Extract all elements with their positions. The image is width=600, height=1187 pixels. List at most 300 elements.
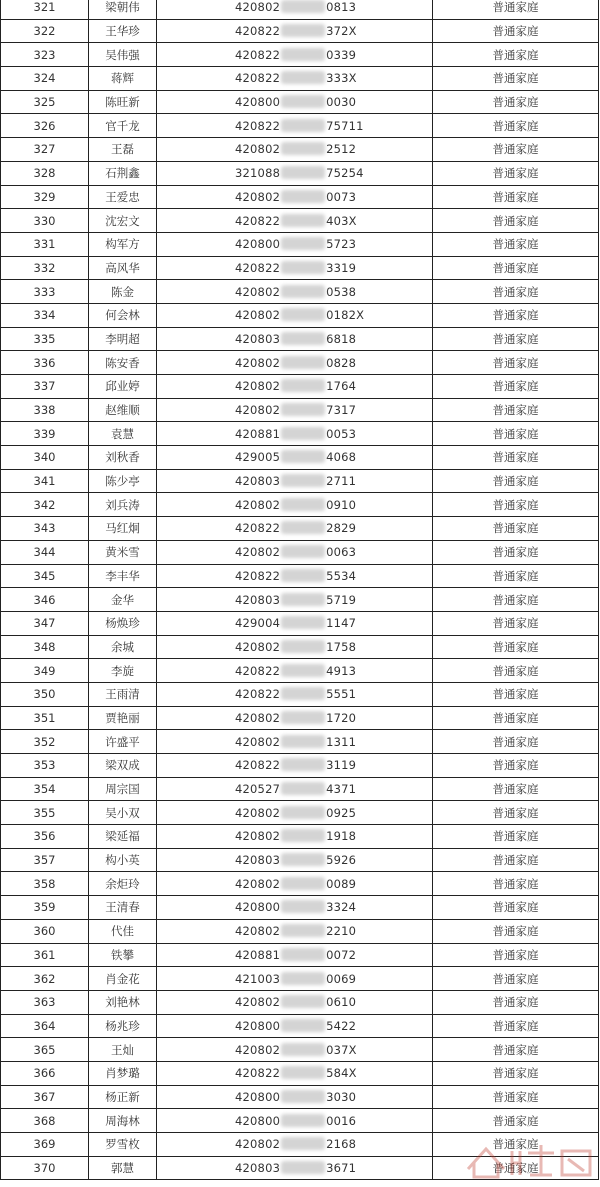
- id-number-cell: [157, 659, 433, 683]
- household-type-cell: 普通家庭: [433, 0, 599, 19]
- name-cell: 陈旺新: [89, 90, 157, 114]
- id-suffix: 0069: [326, 971, 357, 986]
- redaction-blur: [281, 379, 325, 392]
- row-number-cell: 363: [1, 990, 89, 1014]
- id-suffix: 584X: [326, 1066, 357, 1081]
- redaction-blur: [281, 214, 325, 227]
- row-number-cell: 370: [1, 1156, 89, 1180]
- household-type-cell: 普通家庭: [433, 777, 599, 801]
- household-type-cell: 普通家庭: [433, 540, 599, 564]
- name-cell: 刘兵涛: [89, 493, 157, 517]
- household-type-cell: 普通家庭: [433, 67, 599, 91]
- id-prefix: 420822: [235, 663, 281, 678]
- redaction-blur: [281, 877, 325, 890]
- id-number-cell: [157, 232, 433, 256]
- id-suffix: 037X: [326, 1042, 357, 1057]
- redaction-blur: [281, 924, 325, 937]
- id-suffix: 2168: [326, 1137, 357, 1152]
- household-type-cell: 普通家庭: [433, 327, 599, 351]
- household-type-cell: 普通家庭: [433, 232, 599, 256]
- table-row: [1, 493, 599, 517]
- id-suffix: 5422: [326, 1018, 357, 1033]
- row-number-cell: 344: [1, 540, 89, 564]
- id-number-cell: [157, 209, 433, 233]
- name-cell: 代佳: [89, 919, 157, 943]
- redaction-blur: [281, 545, 325, 558]
- household-type-cell: 普通家庭: [433, 1156, 599, 1180]
- id-suffix: 3319: [326, 260, 357, 275]
- id-number-cell: [157, 564, 433, 588]
- household-type-cell: 普通家庭: [433, 280, 599, 304]
- household-type-cell: 普通家庭: [433, 398, 599, 422]
- table-row: [1, 1085, 599, 1109]
- name-cell: 陈金: [89, 280, 157, 304]
- name-cell: 吴伟强: [89, 43, 157, 67]
- table-row: [1, 659, 599, 683]
- table-row: [1, 1109, 599, 1133]
- household-type-cell: 普通家庭: [433, 588, 599, 612]
- row-number-cell: 367: [1, 1085, 89, 1109]
- redaction-blur: [281, 95, 325, 108]
- id-prefix: 420802: [235, 639, 281, 654]
- id-suffix: 3030: [326, 1089, 357, 1104]
- row-number-cell: 359: [1, 896, 89, 920]
- id-prefix: 420822: [235, 118, 281, 133]
- id-number-cell: [157, 1014, 433, 1038]
- id-prefix: 429005: [235, 450, 281, 465]
- table-row: [1, 398, 599, 422]
- table-row: [1, 1061, 599, 1085]
- row-number-cell: 332: [1, 256, 89, 280]
- row-number-cell: 322: [1, 19, 89, 43]
- row-number-cell: 355: [1, 801, 89, 825]
- redaction-blur: [281, 948, 325, 961]
- name-cell: 王灿: [89, 1038, 157, 1062]
- name-cell: 贾艳丽: [89, 706, 157, 730]
- row-number-cell: 327: [1, 138, 89, 162]
- table-row: [1, 469, 599, 493]
- id-number-cell: [157, 446, 433, 470]
- id-prefix: 420802: [235, 805, 281, 820]
- id-suffix: 0182X: [326, 308, 365, 323]
- id-number-cell: [157, 896, 433, 920]
- name-cell: 李丰华: [89, 564, 157, 588]
- redaction-blur: [281, 474, 325, 487]
- name-cell: 肖梦璐: [89, 1061, 157, 1085]
- table-row: [1, 801, 599, 825]
- name-cell: 陈少亭: [89, 469, 157, 493]
- redaction-blur: [281, 24, 325, 37]
- row-number-cell: 335: [1, 327, 89, 351]
- table-row: [1, 990, 599, 1014]
- id-suffix: 75711: [326, 118, 364, 133]
- household-type-cell: 普通家庭: [433, 706, 599, 730]
- id-number-cell: [157, 161, 433, 185]
- id-number-cell: [157, 706, 433, 730]
- id-suffix: 5926: [326, 853, 357, 868]
- redaction-blur: [281, 758, 325, 771]
- redaction-blur: [281, 332, 325, 345]
- name-cell: 刘艳林: [89, 990, 157, 1014]
- household-type-cell: 普通家庭: [433, 351, 599, 375]
- row-number-cell: 326: [1, 114, 89, 138]
- name-cell: 马红炯: [89, 517, 157, 541]
- id-suffix: 4068: [326, 450, 357, 465]
- id-prefix: 420802: [235, 355, 281, 370]
- id-prefix: 420802: [235, 189, 281, 204]
- name-cell: 沈宏文: [89, 209, 157, 233]
- id-number-cell: [157, 754, 433, 778]
- name-cell: 杨正新: [89, 1085, 157, 1109]
- name-cell: 赵维顺: [89, 398, 157, 422]
- row-number-cell: 325: [1, 90, 89, 114]
- name-cell: 杨焕珍: [89, 611, 157, 635]
- name-cell: 梁双成: [89, 754, 157, 778]
- household-type-cell: 普通家庭: [433, 659, 599, 683]
- redaction-blur: [281, 972, 325, 985]
- name-cell: 梁朝伟: [89, 0, 157, 19]
- id-prefix: 420802: [235, 0, 281, 15]
- household-type-cell: 普通家庭: [433, 611, 599, 635]
- table-row: [1, 327, 599, 351]
- table-row: [1, 611, 599, 635]
- id-suffix: 5551: [326, 687, 357, 702]
- redaction-blur: [281, 166, 325, 179]
- name-cell: 许盛平: [89, 730, 157, 754]
- redaction-blur: [281, 261, 325, 274]
- id-suffix: 4371: [326, 782, 357, 797]
- table-row: [1, 825, 599, 849]
- id-suffix: 5719: [326, 592, 357, 607]
- table-row: [1, 43, 599, 67]
- id-suffix: 2829: [326, 521, 357, 536]
- id-number-cell: [157, 138, 433, 162]
- household-type-cell: 普通家庭: [433, 493, 599, 517]
- row-number-cell: 354: [1, 777, 89, 801]
- id-number-cell: [157, 422, 433, 446]
- id-suffix: 1764: [326, 379, 357, 394]
- redaction-blur: [281, 616, 325, 629]
- redaction-blur: [281, 640, 325, 653]
- id-suffix: 2711: [326, 474, 357, 489]
- row-number-cell: 356: [1, 825, 89, 849]
- id-suffix: 0339: [326, 47, 357, 62]
- id-prefix: 420803: [235, 331, 281, 346]
- name-cell: 王华珍: [89, 19, 157, 43]
- id-number-cell: [157, 682, 433, 706]
- row-number-cell: 357: [1, 848, 89, 872]
- household-type-cell: 普通家庭: [433, 896, 599, 920]
- id-suffix: 372X: [326, 24, 357, 39]
- id-suffix: 3671: [326, 1161, 357, 1176]
- id-prefix: 420802: [235, 734, 281, 749]
- redaction-blur: [281, 1090, 325, 1103]
- id-prefix: 420822: [235, 1066, 281, 1081]
- name-cell: 黄米雪: [89, 540, 157, 564]
- id-prefix: 420802: [235, 308, 281, 323]
- row-number-cell: 348: [1, 635, 89, 659]
- table-row: [1, 1038, 599, 1062]
- household-type-cell: 普通家庭: [433, 1014, 599, 1038]
- id-suffix: 0016: [326, 1113, 357, 1128]
- id-number-cell: [157, 919, 433, 943]
- id-number-cell: [157, 0, 433, 19]
- name-cell: 蒋辉: [89, 67, 157, 91]
- name-cell: 王清春: [89, 896, 157, 920]
- id-prefix: 420802: [235, 284, 281, 299]
- household-type-cell: 普通家庭: [433, 161, 599, 185]
- household-type-cell: 普通家庭: [433, 872, 599, 896]
- id-suffix: 1311: [326, 734, 357, 749]
- table-row: [1, 588, 599, 612]
- redaction-blur: [281, 1019, 325, 1032]
- row-number-cell: 331: [1, 232, 89, 256]
- row-number-cell: 323: [1, 43, 89, 67]
- row-number-cell: 350: [1, 682, 89, 706]
- household-type-cell: 普通家庭: [433, 1061, 599, 1085]
- id-number-cell: [157, 280, 433, 304]
- household-type-cell: 普通家庭: [433, 469, 599, 493]
- table-row: [1, 446, 599, 470]
- row-number-cell: 339: [1, 422, 89, 446]
- name-cell: 罗雪枚: [89, 1133, 157, 1157]
- table-row: [1, 896, 599, 920]
- table-row: [1, 351, 599, 375]
- table-row: [1, 540, 599, 564]
- household-type-cell: 普通家庭: [433, 43, 599, 67]
- table-row: [1, 754, 599, 778]
- id-prefix: 420800: [235, 237, 281, 252]
- table-row: [1, 209, 599, 233]
- name-cell: 构军方: [89, 232, 157, 256]
- id-number-cell: [157, 375, 433, 399]
- row-number-cell: 334: [1, 303, 89, 327]
- id-prefix: 420822: [235, 47, 281, 62]
- row-number-cell: 362: [1, 967, 89, 991]
- watermark-logo: [464, 1131, 596, 1181]
- name-cell: 余城: [89, 635, 157, 659]
- id-prefix: 420802: [235, 876, 281, 891]
- redaction-blur: [281, 829, 325, 842]
- name-cell: 郭慧: [89, 1156, 157, 1180]
- id-suffix: 333X: [326, 71, 357, 86]
- redaction-blur: [281, 427, 325, 440]
- id-number-cell: [157, 943, 433, 967]
- id-number-cell: [157, 588, 433, 612]
- row-number-cell: 343: [1, 517, 89, 541]
- redaction-blur: [281, 1066, 325, 1079]
- household-type-cell: 普通家庭: [433, 564, 599, 588]
- id-number-cell: [157, 90, 433, 114]
- household-type-cell: 普通家庭: [433, 754, 599, 778]
- row-number-cell: 352: [1, 730, 89, 754]
- table-row: [1, 848, 599, 872]
- redaction-blur: [281, 356, 325, 369]
- name-cell: 李旋: [89, 659, 157, 683]
- table-row: [1, 517, 599, 541]
- redaction-blur: [281, 569, 325, 582]
- id-prefix: 420802: [235, 497, 281, 512]
- name-cell: 周海林: [89, 1109, 157, 1133]
- id-prefix: 420800: [235, 1113, 281, 1128]
- id-suffix: 6818: [326, 331, 357, 346]
- id-prefix: 420803: [235, 592, 281, 607]
- id-prefix: 420800: [235, 900, 281, 915]
- id-suffix: 0925: [326, 805, 357, 820]
- id-number-cell: [157, 469, 433, 493]
- id-suffix: 3119: [326, 758, 357, 773]
- id-prefix: 321088: [235, 166, 281, 181]
- name-cell: 周宗国: [89, 777, 157, 801]
- id-number-cell: [157, 114, 433, 138]
- name-cell: 石荆鑫: [89, 161, 157, 185]
- id-suffix: 0072: [326, 947, 357, 962]
- row-number-cell: 341: [1, 469, 89, 493]
- redaction-blur: [281, 664, 325, 677]
- row-number-cell: 364: [1, 1014, 89, 1038]
- table-row: [1, 375, 599, 399]
- name-cell: 邱业婷: [89, 375, 157, 399]
- id-number-cell: [157, 256, 433, 280]
- id-number-cell: [157, 777, 433, 801]
- row-number-cell: 321: [1, 0, 89, 19]
- id-suffix: 1758: [326, 639, 357, 654]
- redaction-blur: [281, 853, 325, 866]
- name-cell: 吴小双: [89, 801, 157, 825]
- id-prefix: 420802: [235, 379, 281, 394]
- household-type-cell: 普通家庭: [433, 1085, 599, 1109]
- table-row: [1, 635, 599, 659]
- household-type-cell: 普通家庭: [433, 1109, 599, 1133]
- row-number-cell: 351: [1, 706, 89, 730]
- table-row: [1, 232, 599, 256]
- household-type-cell: 普通家庭: [433, 185, 599, 209]
- id-number-cell: [157, 848, 433, 872]
- table-body: [1, 0, 599, 1180]
- redaction-blur: [281, 403, 325, 416]
- id-prefix: 420800: [235, 1089, 281, 1104]
- id-number-cell: [157, 1038, 433, 1062]
- household-type-cell: 普通家庭: [433, 209, 599, 233]
- name-cell: 王雨清: [89, 682, 157, 706]
- name-cell: 肖金花: [89, 967, 157, 991]
- table-row: [1, 185, 599, 209]
- id-number-cell: [157, 303, 433, 327]
- id-suffix: 0053: [326, 426, 357, 441]
- id-number-cell: [157, 635, 433, 659]
- id-prefix: 420802: [235, 995, 281, 1010]
- redaction-blur: [281, 498, 325, 511]
- row-number-cell: 358: [1, 872, 89, 896]
- redaction-blur: [281, 687, 325, 700]
- name-cell: 官千龙: [89, 114, 157, 138]
- id-number-cell: [157, 611, 433, 635]
- row-number-cell: 340: [1, 446, 89, 470]
- row-number-cell: 345: [1, 564, 89, 588]
- id-prefix: 420802: [235, 1137, 281, 1152]
- id-suffix: 3324: [326, 900, 357, 915]
- id-number-cell: [157, 1156, 433, 1180]
- id-prefix: 420822: [235, 687, 281, 702]
- row-number-cell: 360: [1, 919, 89, 943]
- name-cell: 王爱忠: [89, 185, 157, 209]
- id-number-cell: [157, 19, 433, 43]
- row-number-cell: 369: [1, 1133, 89, 1157]
- row-number-cell: 337: [1, 375, 89, 399]
- id-prefix: 420800: [235, 1018, 281, 1033]
- redaction-blur: [281, 308, 325, 321]
- id-prefix: 420802: [235, 545, 281, 560]
- id-prefix: 421003: [235, 971, 281, 986]
- table-row: [1, 138, 599, 162]
- table-row: [1, 303, 599, 327]
- household-type-cell: 普通家庭: [433, 138, 599, 162]
- household-type-cell: 普通家庭: [433, 635, 599, 659]
- redaction-blur: [281, 71, 325, 84]
- redaction-blur: [281, 1137, 325, 1150]
- redaction-blur: [281, 900, 325, 913]
- redaction-blur: [281, 1043, 325, 1056]
- table-row: [1, 943, 599, 967]
- redaction-blur: [281, 450, 325, 463]
- row-number-cell: 346: [1, 588, 89, 612]
- id-number-cell: [157, 43, 433, 67]
- table-row: [1, 422, 599, 446]
- id-prefix: 420822: [235, 521, 281, 536]
- table-row: [1, 730, 599, 754]
- name-cell: 杨兆珍: [89, 1014, 157, 1038]
- row-number-cell: 328: [1, 161, 89, 185]
- id-prefix: 420822: [235, 71, 281, 86]
- id-suffix: 1918: [326, 829, 357, 844]
- row-number-cell: 368: [1, 1109, 89, 1133]
- table-row: [1, 19, 599, 43]
- table-row: [1, 919, 599, 943]
- name-cell: 梁延福: [89, 825, 157, 849]
- redaction-blur: [281, 806, 325, 819]
- id-number-cell: [157, 351, 433, 375]
- id-prefix: 420802: [235, 403, 281, 418]
- name-cell: 李明超: [89, 327, 157, 351]
- id-suffix: 0538: [326, 284, 357, 299]
- household-type-cell: 普通家庭: [433, 90, 599, 114]
- household-type-cell: 普通家庭: [433, 256, 599, 280]
- id-suffix: 0813: [326, 0, 357, 15]
- row-number-cell: 353: [1, 754, 89, 778]
- redaction-blur: [281, 1114, 325, 1127]
- id-suffix: 0089: [326, 876, 357, 891]
- table-row: [1, 90, 599, 114]
- redaction-blur: [281, 119, 325, 132]
- name-cell: 构小英: [89, 848, 157, 872]
- id-prefix: 420822: [235, 213, 281, 228]
- id-number-cell: [157, 493, 433, 517]
- id-number-cell: [157, 517, 433, 541]
- id-number-cell: [157, 327, 433, 351]
- name-cell: 金华: [89, 588, 157, 612]
- row-number-cell: 324: [1, 67, 89, 91]
- table-row: [1, 280, 599, 304]
- redaction-blur: [281, 285, 325, 298]
- table-row: [1, 0, 599, 19]
- name-cell: 铁攀: [89, 943, 157, 967]
- household-type-cell: 普通家庭: [433, 682, 599, 706]
- id-suffix: 0610: [326, 995, 357, 1010]
- id-suffix: 4913: [326, 663, 357, 678]
- id-prefix: 420822: [235, 24, 281, 39]
- id-suffix: 1147: [326, 616, 357, 631]
- id-prefix: 420802: [235, 710, 281, 725]
